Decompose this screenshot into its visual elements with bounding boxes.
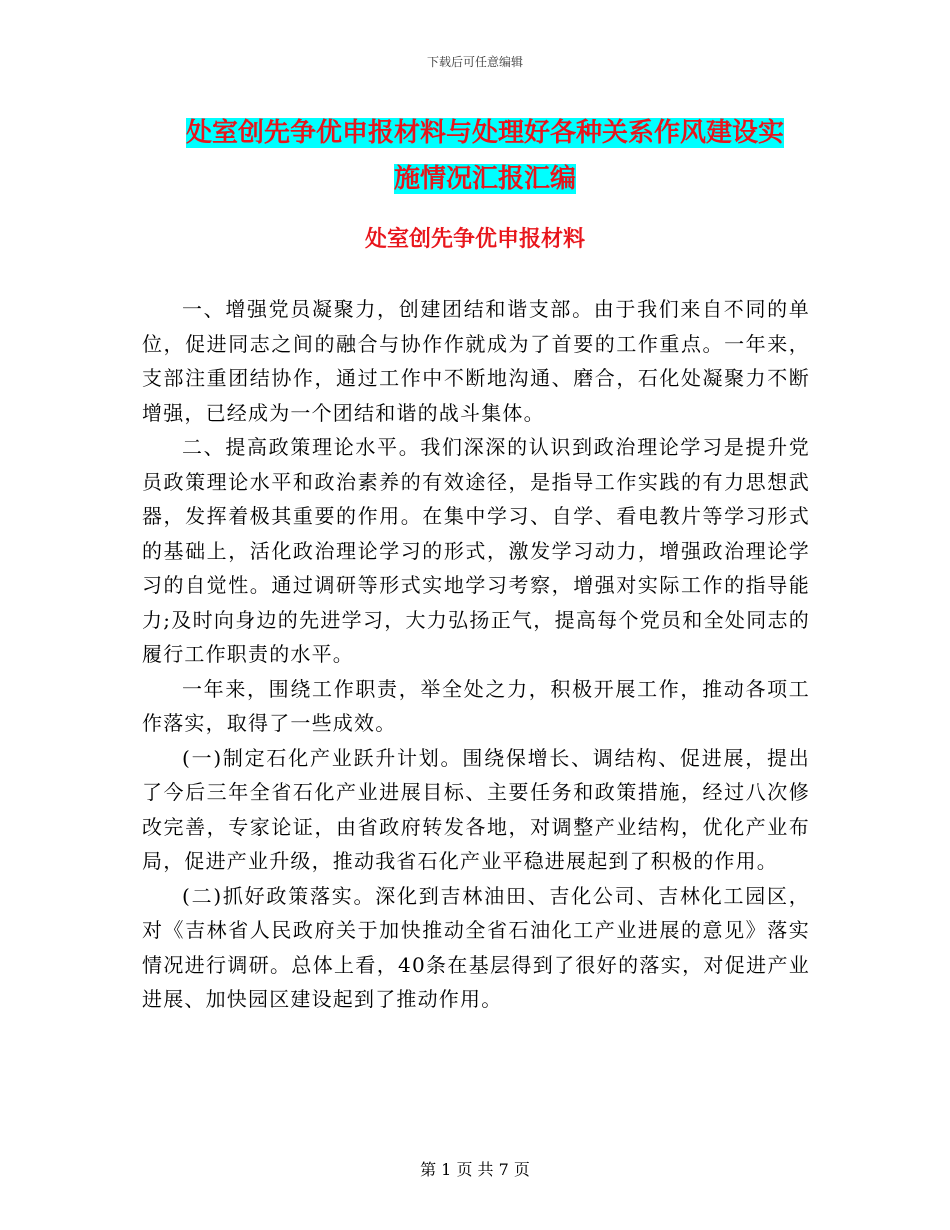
paragraph: 一年来，围绕工作职责，举全处之力，积极开展工作，推动各项工作落实，取得了一些成效。	[142, 676, 810, 735]
header-note: 下载后可任意编辑	[426, 55, 523, 69]
paragraph: (二)抓好政策落实。深化到吉林油田、吉化公司、吉林化工园区，对《吉林省人民政府关于加快推动全省石油化工产业进展的意见》落实情况进行调研。总体上看，40条在基层得到了很好的落实，对促进产业进展、加快园区建设起到了推动作用。	[142, 883, 810, 1011]
document-title-line-1: 处室创先争优申报材料与处理好各种关系作风建设实	[185, 118, 784, 148]
paragraph: (一)制定石化产业跃升计划。围绕保增长、调结构、促进展，提出了今后三年全省石化产业进展目标、主要任务和政策措施，经过八次修改完善，专家论证，由省政府转发各地，对调整产业结构，优化产业布局，促进产业升级，推动我省石化产业平稳进展起到了积极的作用。	[142, 745, 810, 873]
document-title-line-2: 施情况汇报汇编	[393, 164, 576, 194]
paragraph: 一、增强党员凝聚力，创建团结和谐支部。由于我们来自不同的单位，促进同志之间的融合与协作作就成为了首要的工作重点。一年来，支部注重团结协作，通过工作中不断地沟通、磨合，石化处凝聚力不断增强，已经成为一个团结和谐的战斗集体。	[142, 297, 810, 425]
document-title	[140, 110, 830, 202]
body-text	[142, 292, 810, 1017]
paragraph: 二、提高政策理论水平。我们深深的认识到政治理论学习是提升党员政策理论水平和政治素养的有效途径，是指导工作实践的有力思想武器，发挥着极其重要的作用。在集中学习、自学、看电教片等学习形式的基础上，活化政治理论学习的形式，激发学习动力，增强政治理论学习的自觉性。通过调研等形式实地学习考察，增强对实际工作的指导能力;及时向身边的先进学习，大力弘扬正气，提高每个党员和全处同志的履行工作职责的水平。	[142, 435, 810, 666]
page-footer: 第 1 页 共 7 页	[420, 1160, 530, 1179]
section-title: 处室创先争优申报材料	[364, 226, 585, 252]
